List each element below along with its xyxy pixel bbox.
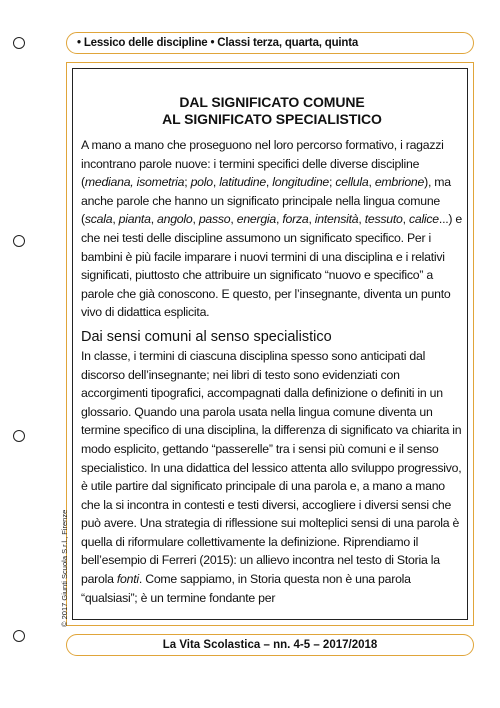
text-segment: ,	[276, 212, 283, 227]
text-segment: ,	[112, 212, 119, 227]
italic-term: embrione	[374, 175, 425, 190]
italic-term: scala	[84, 212, 113, 227]
text-segment: ,	[192, 212, 199, 227]
italic-term: angolo	[157, 212, 193, 227]
text-segment: ,	[368, 175, 375, 190]
italic-term: pianta	[118, 212, 151, 227]
italic-term: tessuto	[364, 212, 403, 227]
text-segment: ...) e che nei testi delle discipline assumono un significato specifico. Per i bambini è più facile imparare i nuovi termini di una disciplina e i relativi significati, piuttosto che attribuire un significato “nuovo e specifico” a parole che già conoscono. E questo, per l’insegnante, diventa un punto vivo di didattica esplicita.	[81, 212, 463, 320]
italic-term: latitudine	[219, 175, 266, 190]
text-segment: ;	[184, 175, 191, 190]
article-content	[81, 94, 463, 607]
copyright-notice: © 2017 Giunti Scuola S.r.l., Firenze	[60, 509, 69, 627]
text-segment: In classe, i termini di ciascuna disciplina spesso sono anticipati dal discorso dell’insegnante; nei libri di testo sono evidenziati con accorgimenti tipografici, accompagnati dalla definizione o definiti in un glossario. Quando una parola usata nella lingua comune diventa un termine specifico di una disciplina, la differenza di significato va chiarita in modo esplicito, gettando “passerelle” tra i sensi più comuni e il senso specialistico. In una didattica del lessico attenta allo sviluppo progressivo, è utile partire dal significato principale di una parola e, a mano a mano che la si incontra in contesti e testi diversi, accogliere i diversi sensi che può avere. Una strategia di riflessione sui molteplici sensi di una parola è quella di riformulare collettivamente la definizione. Riprendiamo il bell’esempio di Ferreri (2015): un allievo incontra nel testo di Storia la parola	[81, 348, 462, 587]
binder-hole-4	[13, 630, 25, 642]
italic-term: mediana, isometria	[84, 175, 185, 190]
body-paragraph	[81, 347, 463, 607]
binder-hole-3	[13, 430, 25, 442]
italic-term: intensità	[314, 212, 359, 227]
text-segment: ,	[358, 212, 365, 227]
text-segment: ,	[150, 212, 158, 227]
italic-term: energia	[236, 212, 277, 227]
binder-hole-1	[13, 37, 25, 49]
text-segment: ,	[230, 212, 237, 227]
text-segment: . Come sappiamo, in Storia questa non è una parola “qualsiasi”; è un termine fondante per	[81, 572, 411, 605]
italic-term: fonti	[116, 572, 139, 587]
text-segment: ,	[308, 212, 315, 227]
text-segment: ,	[265, 175, 273, 190]
text-segment: A mano a mano che proseguono nel loro percorso formativo, i ragazzi incontrano parole nuove: i termini specifici delle diverse discipline (	[81, 138, 444, 190]
footer-banner	[66, 634, 474, 656]
section-subheading: Dai sensi comuni al senso specialistico	[81, 328, 332, 345]
header-banner	[66, 32, 474, 54]
italic-term: forza	[282, 212, 309, 227]
italic-term: longitudine	[272, 175, 330, 190]
intro-paragraph	[81, 136, 463, 322]
text-segment: ,	[212, 175, 220, 190]
italic-term: cellula	[335, 175, 369, 190]
italic-term: polo	[190, 175, 213, 190]
article-title	[81, 94, 463, 128]
article-title-line-1: DAL SIGNIFICATO COMUNE	[179, 94, 365, 110]
article-title-line-2: AL SIGNIFICATO SPECIALISTICO	[162, 111, 382, 127]
text-segment: ), ma anche parole che hanno un significato principale nella lingua comune (	[81, 175, 451, 227]
italic-term: calice	[408, 212, 439, 227]
text-segment: ;	[329, 175, 336, 190]
footer-banner-text: La Vita Scolastica – nn. 4-5 – 2017/2018	[162, 639, 378, 651]
italic-term: passo	[198, 212, 231, 227]
header-banner-text: • Lessico delle discipline • Classi terza, quarta, quinta	[77, 37, 359, 49]
text-segment: ,	[402, 212, 409, 227]
binder-hole-2	[13, 235, 25, 247]
